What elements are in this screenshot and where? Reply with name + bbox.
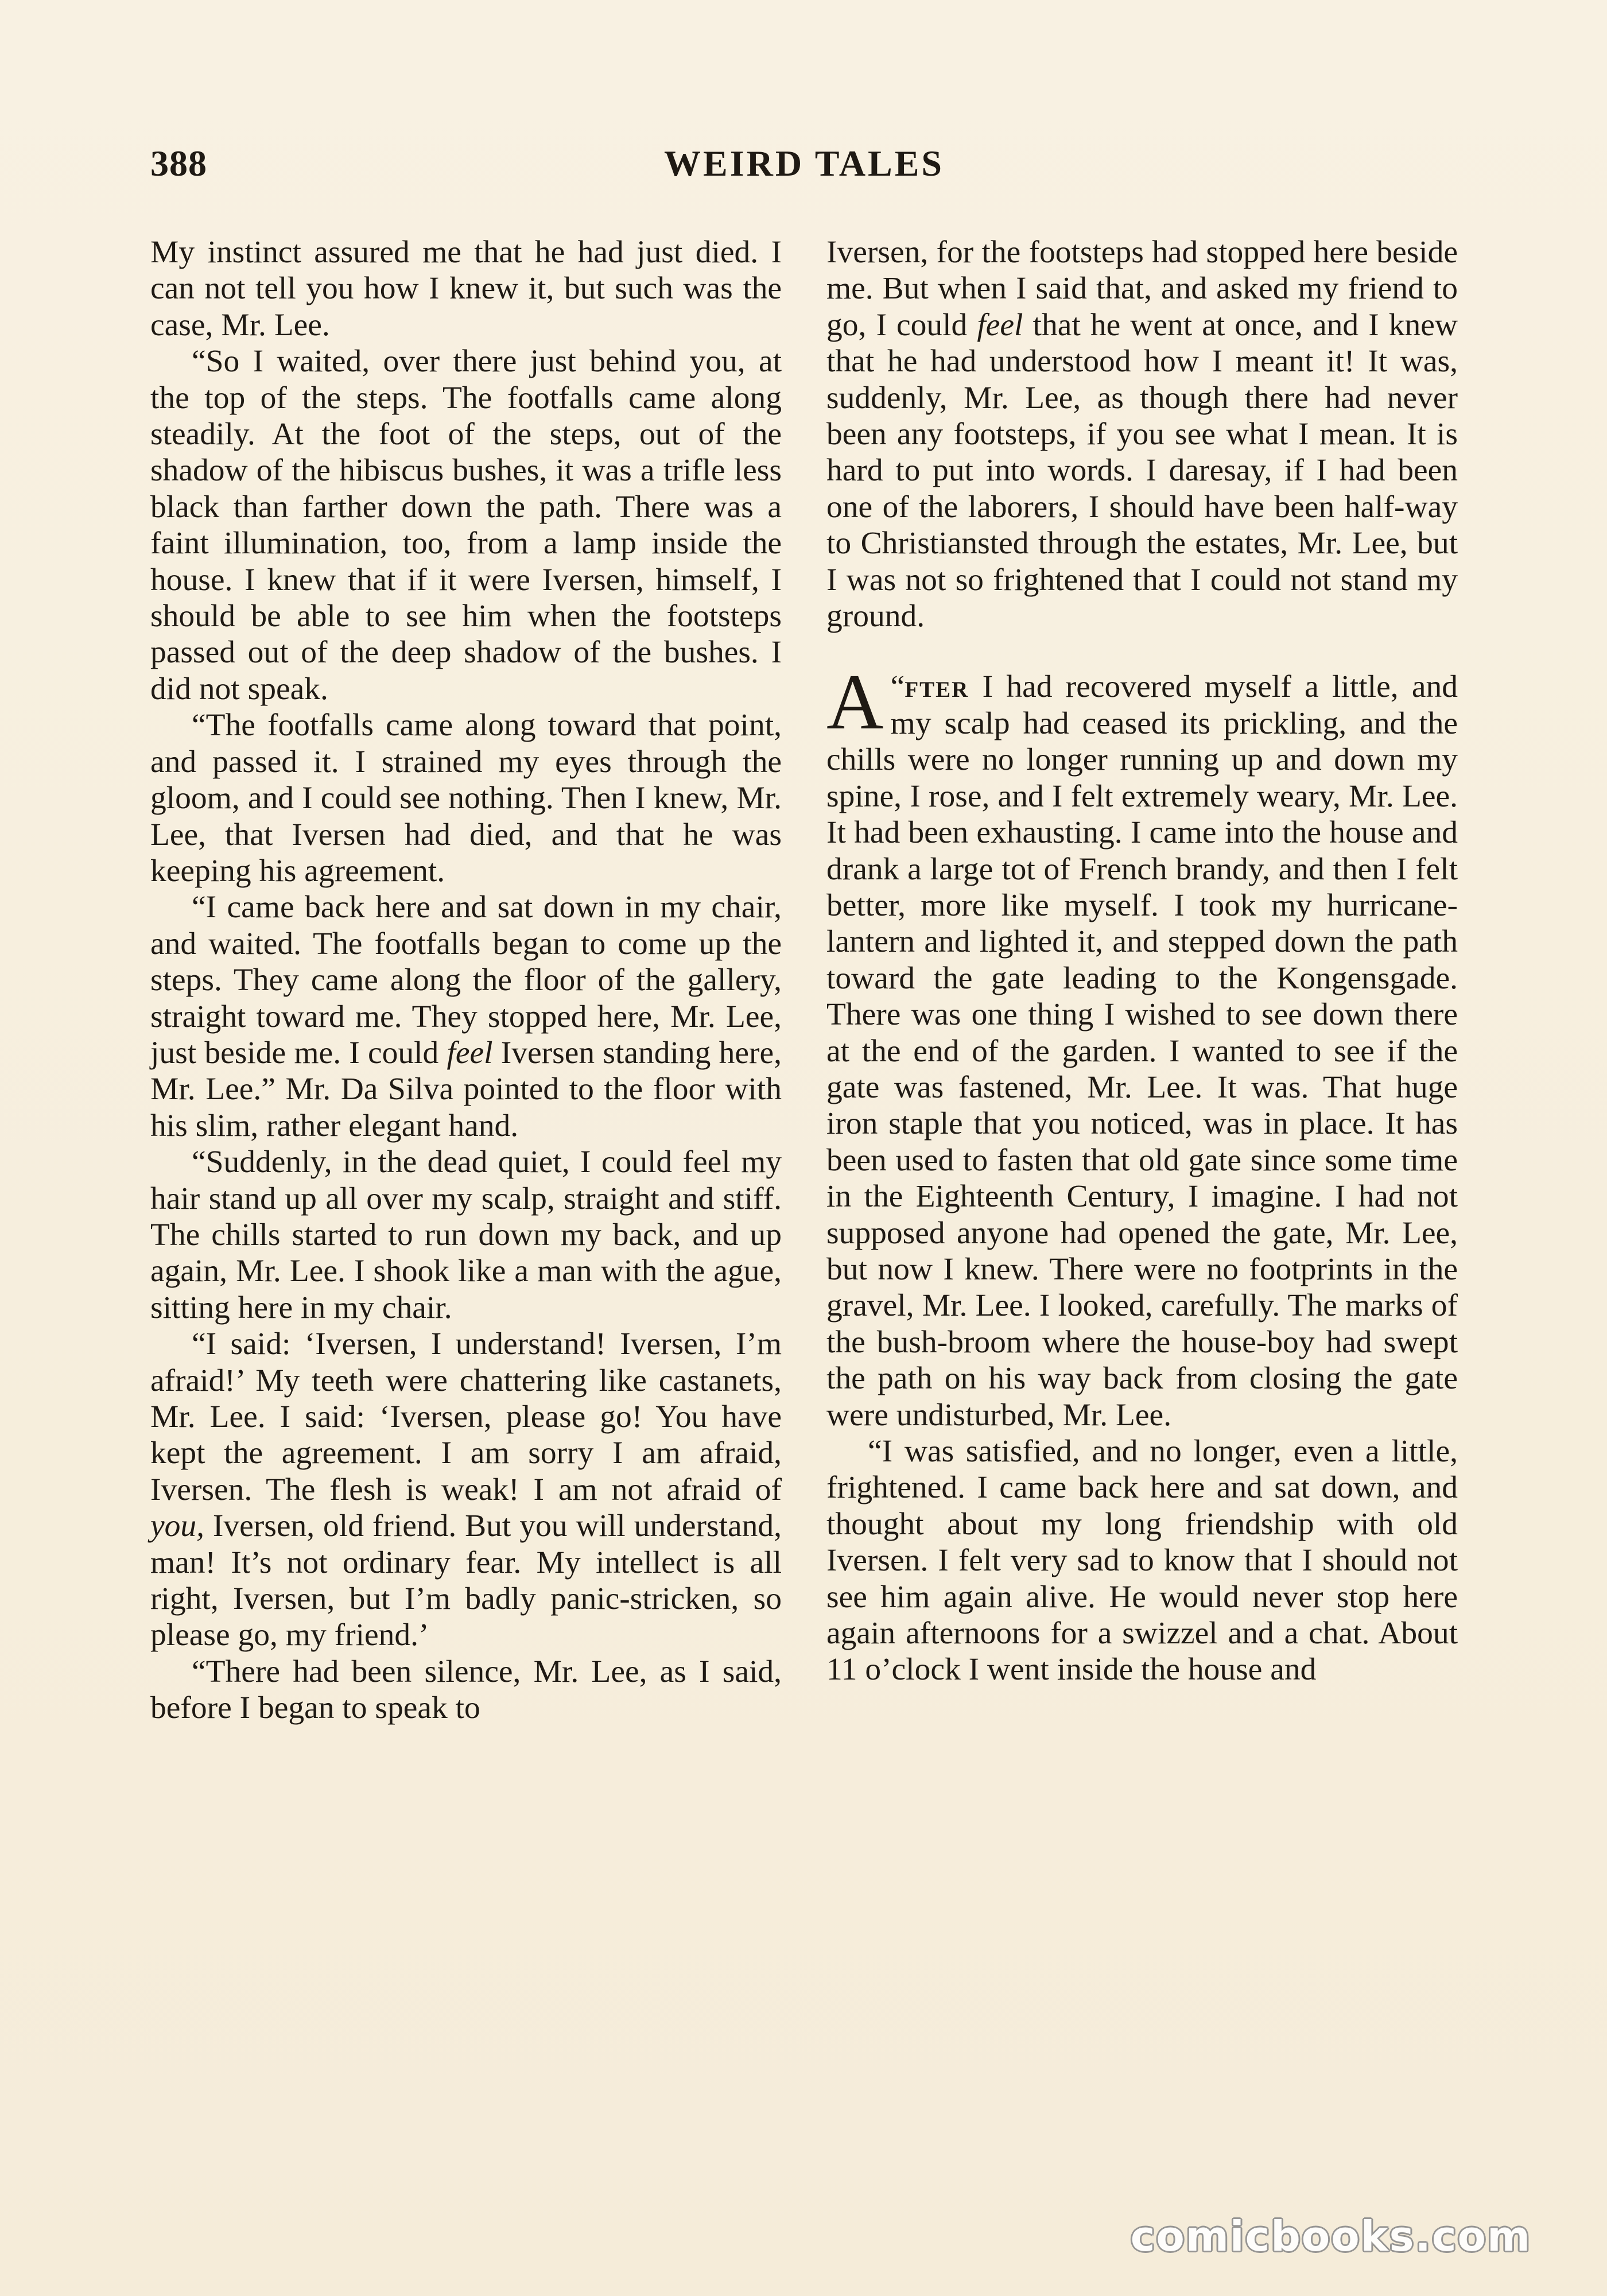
paragraph-text: Iversen, old friend. But you will understand, man! It’s not ordinary fear. My intellect is all right, Iversen, but I’m badly panic-stricken, so please go, my friend.’	[150, 1508, 782, 1653]
right-column	[826, 234, 1458, 1688]
paragraph-text: “I came back here and sat down in my chair, and waited. The footfalls began to come up the steps. They came along the floor of the gallery, straight toward me. They stopped here, Mr. Lee, just beside me. I could	[150, 890, 782, 1071]
running-title: WEIRD TALES	[664, 143, 944, 184]
opening-quote: “	[890, 669, 905, 705]
paragraph: “The footfalls came along toward that point, and passed it. I strained my eyes through the gloom, and I could see nothing. Then I knew, Mr. Lee, that Iversen had died, and that he was keeping his agreement.	[150, 708, 782, 889]
paragraph-text: Iversen, for the footsteps had stopped here beside me. But when I said that, and asked my friend to go, I could	[826, 235, 1458, 343]
paragraph-text: Iversen standing here, Mr. Lee.” Mr. Da Silva pointed to the floor with his slim, rather elegant hand.	[150, 1035, 782, 1143]
running-header	[150, 142, 1458, 188]
page-number: 388	[150, 143, 207, 184]
paragraph: “So I waited, over there just behind you, at the top of the steps. The footfalls came along steadily. At the foot of the steps, out of the shadow of the hibiscus bushes, it was a trifle less black than farther down the path. There was a faint illumination, too, from a lamp inside the house. I knew that if it were Iversen, himself, I should be able to see him when the footsteps passed out of the deep shadow of the bushes. I did not speak.	[150, 344, 782, 707]
emphasis-text: feel	[447, 1035, 493, 1071]
emphasis-text: feel	[977, 307, 1023, 343]
paragraph: “There had been silence, Mr. Lee, as I said, before I began to speak to	[150, 1654, 782, 1726]
paragraph: My instinct assured me that he had just died. I can not tell you how I knew it, but such was the case, Mr. Lee.	[150, 235, 782, 343]
left-column	[150, 234, 782, 1727]
paragraph-text: “I said: ‘Iversen, I understand! Iversen, I’m afraid!’ My teeth were chattering like castanets, Mr. Lee. I said: ‘Iversen, please go! You have kept the agreement. I am sorry I am afraid, Iversen. The flesh is weak! I am not afraid of	[150, 1327, 782, 1507]
paragraph-text: I had recovered myself a little, and my scalp had ceased its prickling, and the chills were no longer running up and down my spine, I rose, and I felt extremely weary, Mr. Lee. It had been exhausting. I came into the house and drank a large tot of French brandy, and then I felt better, more like myself. I took my hurricane-lantern and lighted it, and stepped down the path toward the gate leading to the Kongensgade. There was one thing I wished to see down there at the end of the garden. I wanted to see if the gate was fastened, Mr. Lee. It was. That huge iron staple that you noticed, was in place. It has been used to fasten that old gate since some time in the Eighteenth Century, I imagine. I had not supposed anyone had opened the gate, Mr. Lee, but now I knew. There were no footprints in the gravel, Mr. Lee. I looked, carefully. The marks of the bush-broom where the house-boy had swept the path on his way back from closing the gate were undisturbed, Mr. Lee.	[826, 669, 1458, 1433]
paragraph	[150, 889, 782, 1144]
small-caps-lead: fter	[905, 669, 969, 705]
drop-cap: A	[826, 658, 884, 746]
paragraph	[150, 1326, 782, 1654]
paragraph: “I was satisfied, and no longer, even a little, frightened. I came back here and sat down, and thought about my long friendship with old Iversen. I felt very sad to know that I should not see him again alive. He would never stop here again afternoons for a swizzel and a chat. About 11 o’clock I went inside the house and	[826, 1434, 1458, 1688]
watermark: comicbooks.com	[1130, 2212, 1531, 2260]
emphasis-text: you,	[150, 1508, 205, 1544]
section-start-paragraph	[826, 658, 1458, 1433]
paragraph-text: that he went at once, and I knew that he had understood how I meant it! It was, suddenly, Mr. Lee, as though there had never been any footsteps, if you see what I mean. It is hard to put into words. I daresay, if I had been one of the laborers, I should have been half-way to Christiansted through the estates, Mr. Lee, but I was not so frightened that I could not stand my ground.	[826, 307, 1458, 634]
paragraph	[826, 234, 1458, 634]
paragraph: “Suddenly, in the dead quiet, I could feel my hair stand up all over my scalp, straight and stiff. The chills started to run down my back, and up again, Mr. Lee. I shook like a man with the ague, sitting here in my chair.	[150, 1145, 782, 1325]
